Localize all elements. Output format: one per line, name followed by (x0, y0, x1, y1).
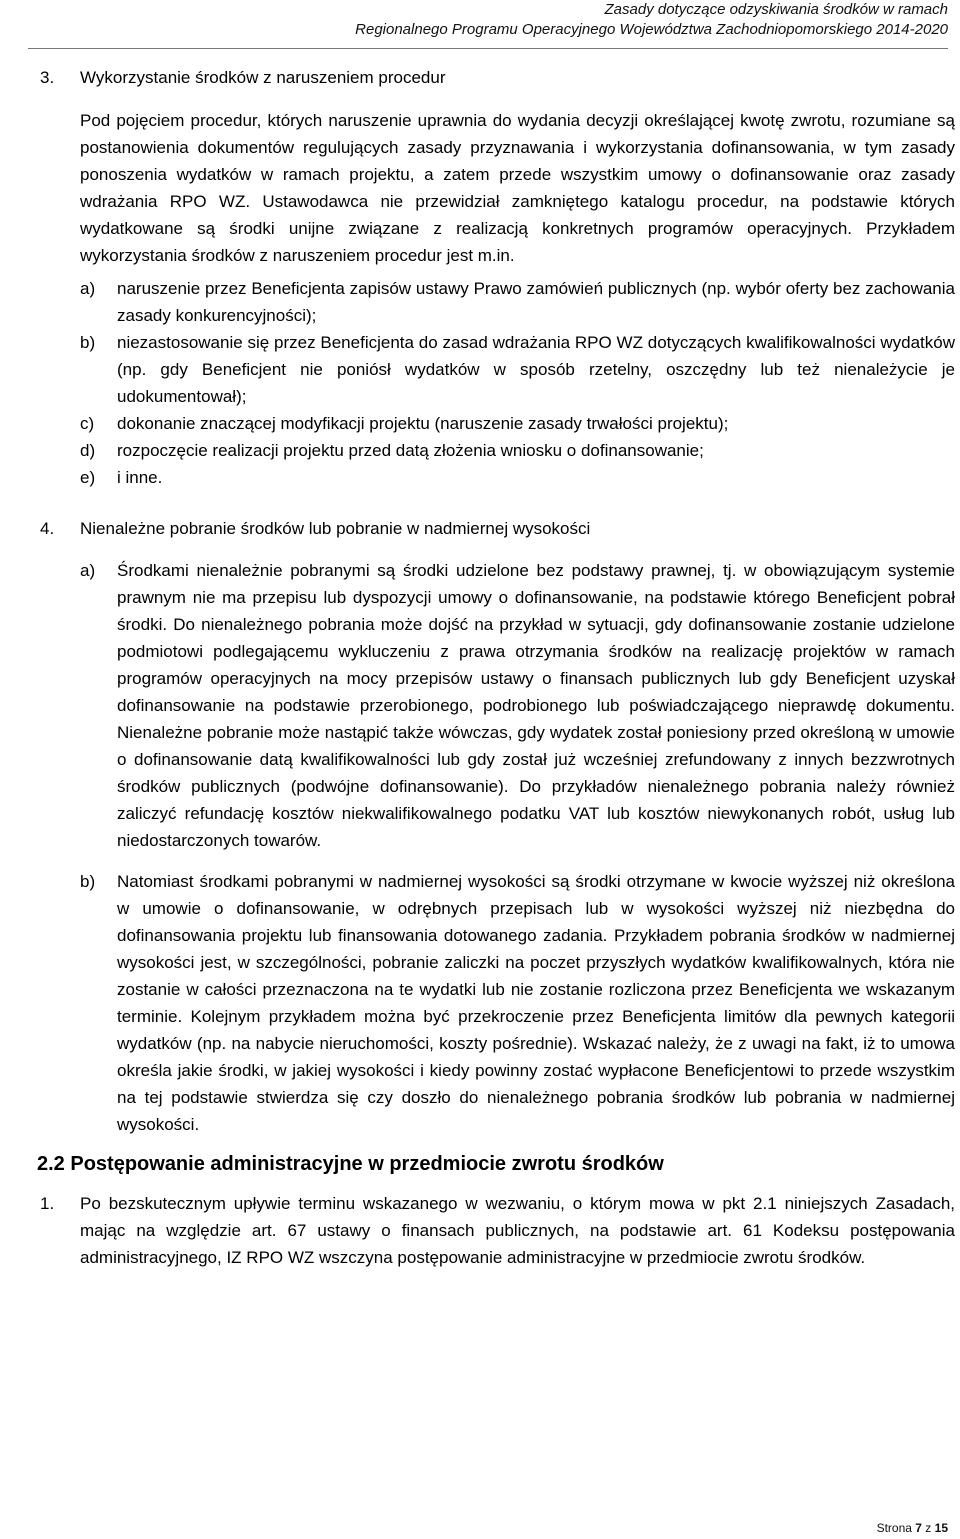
section-number: 4. (40, 519, 55, 538)
section-number: 3. (40, 68, 55, 87)
list-item (80, 329, 955, 410)
list-text: Po bezskutecznym upływie terminu wskazanego w wezwaniu, o którym mowa w pkt 2.1 niniejszych Zasadach, mając na względzie art. 67 ustawy o finansach publicznych, na podstawie art. 61 Kodeksu postępowania administracyjnego, IZ RPO WZ wszczyna postępowanie administracyjne w przedmiocie zwrotu środków. (80, 1194, 955, 1267)
list-text: Środkami nienależnie pobranymi są środki udzielone bez podstawy prawnej, tj. w obowiązującym systemie prawnym nie ma przepisu lub dyspozycji umowy o dofinansowanie, na podstawie którego Beneficjent pobrał środki. Do nienależnego pobrania może dojść na przykład w sytuacji, gdy dofinansowanie zostanie udzielone podmiotowi podlegającemu wykluczeniu z prawa otrzymania środków na realizację projektów w ramach programów operacyjnych na mocy przepisów ustawy o finansach publicznych lub gdy Beneficjent uzyskał dofinansowanie na podstawie przerobionego, podrobionego lub poświadczającego nieprawdę dokumentu. Nienależne pobranie może nastąpić także wówczas, gdy wydatek został poniesiony przed określoną w umowie o dofinansowanie datą kwalifikowalności lub gdy został już wcześniej zrefundowany z innych bezzwrotnych środków publicznych (podwójne dofinansowanie). Do przykładów nienależnego pobrania należy również zaliczyć refundację kosztów niekwalifikowalnego podatku VAT lub kosztów niewykonanych robót, usług lub niedostarczonych towarów. (117, 561, 955, 850)
header-line-2: Regionalnego Programu Operacyjnego Województwa Zachodniopomorskiego 2014-2020 (355, 21, 948, 38)
page-total: 15 (934, 1521, 948, 1535)
section-3-heading (40, 64, 955, 92)
list-text: naruszenie przez Beneficjenta zapisów ustawy Prawo zamówień publicznych (np. wybór oferty bez zachowania zasady konkurencyjności); (117, 279, 955, 325)
section-title: Nienależne pobranie środków lub pobranie w nadmiernej wysokości (80, 519, 591, 538)
list-text: rozpoczęcie realizacji projektu przed datą złożenia wniosku o dofinansowanie; (117, 441, 704, 460)
header-divider (28, 48, 948, 49)
list-text: dokonanie znaczącej modyfikacji projektu (naruszenie zasady trwałości projektu); (117, 414, 729, 433)
list-item (80, 464, 955, 491)
list-label: b) (80, 333, 96, 352)
list-label: b) (80, 872, 96, 891)
list-text: niezastosowanie się przez Beneficjenta do zasad wdrażania RPO WZ dotyczących kwalifikowalności wydatków (np. gdy Beneficjent nie poniósł wydatków w sposób rzetelny, oszczędny lub też nienależycie je udokumentował); (117, 333, 955, 406)
list-text: Natomiast środkami pobranymi w nadmiernej wysokości są środki otrzymane w kwocie wyższej niż określona w umowie o dofinansowanie, w odrębnych przepisach lub w wysokości wyższej niż niezbędna do dofinansowania projektu lub finansowania dotowanego zadania. Przykładem pobrania środków w nadmiernej wysokości jest, w szczególności, pobranie zaliczki na poczet przyszłych wydatków kwalifikowalnych, która nie zostanie w całości przeznaczona na te wydatki lub nie zostanie rozliczona przez Beneficjenta we wskazanym terminie. Kolejnym przykładem można być przekroczenie przez Beneficjenta limitów dla pewnych kategorii wydatków (np. na nabycie nieruchomości, koszty pośrednie). Wskazać należy, że z uwagi na fakt, iż to umowa określa jakie środki, w jakiej wysokości i kiedy powinny zostać wypłacone Beneficjentowi to przede wszystkim na tej podstawie stwierdza się czy doszło do nienależnego pobrania środków lub pobrania w nadmiernej wysokości. (117, 872, 955, 1134)
section-3-paragraph: Pod pojęciem procedur, których naruszenie uprawnia do wydania decyzji określającej kwotę zwrotu, rozumiane są postanowienia dokumentów regulujących zasady przyznawania i wykorzystania dofinansowania, w tym zasady ponoszenia wydatków w ramach projektu, a zatem przede wszystkim umowy o dofinansowanie oraz zasady wdrażania RPO WZ. Ustawodawca nie przewidział zamkniętego katalogu procedur, na podstawie których wydatkowane są środki unijne związane z realizacją konkretnych programów operacyjnych. Przykładem wykorzystania środków z naruszeniem procedur jest m.in. (80, 111, 955, 265)
list-label: c) (80, 414, 95, 433)
list-item (40, 1190, 955, 1271)
list-label: d) (80, 441, 96, 460)
document-body (37, 64, 955, 1271)
list-label: 1. (40, 1194, 55, 1213)
header-line-1: Zasady dotyczące odzyskiwania środków w ramach (604, 1, 948, 18)
list-item (80, 275, 955, 329)
page-prefix: Strona (876, 1521, 912, 1535)
list-item (80, 557, 955, 854)
page-current: 7 (915, 1521, 922, 1535)
list-item (80, 868, 955, 1138)
section-4-heading (40, 515, 955, 543)
list-item (80, 410, 955, 437)
page-number (877, 1521, 948, 1535)
list-label: a) (80, 279, 96, 298)
page-sep: z (925, 1521, 932, 1535)
list-item (80, 437, 955, 464)
section-title: Wykorzystanie środków z naruszeniem procedur (80, 68, 446, 87)
list-label: e) (80, 468, 96, 487)
list-label: a) (80, 561, 96, 580)
list-text: i inne. (117, 468, 163, 487)
section-2-2-heading: 2.2 Postępowanie administracyjne w przedmiocie zwrotu środków (37, 1153, 664, 1175)
